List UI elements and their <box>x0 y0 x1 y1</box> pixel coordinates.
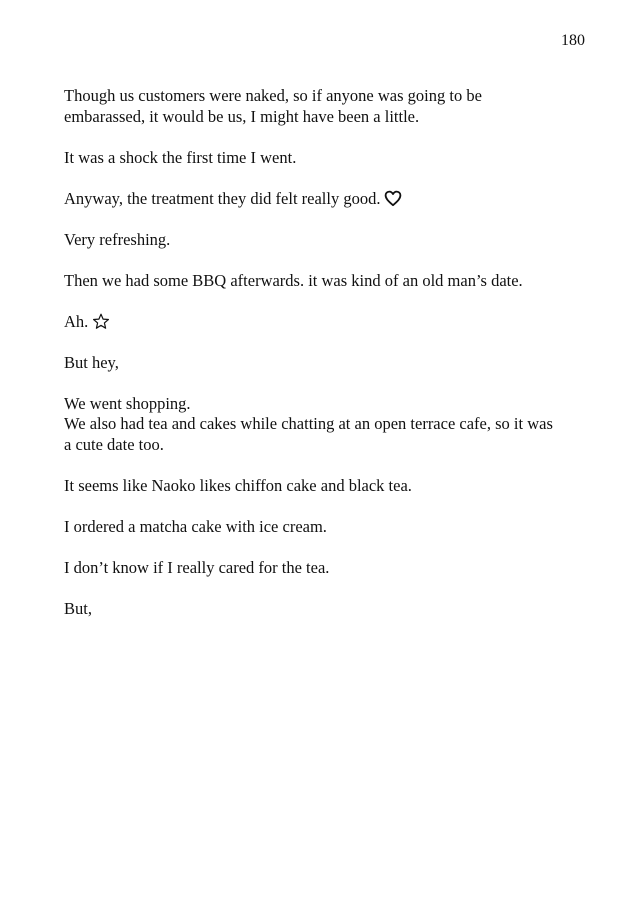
paragraph <box>64 230 584 251</box>
body-text <box>64 86 584 640</box>
text-line: embarassed, it would be us, I might have been a little. <box>64 106 420 126</box>
text-line-content: Ah. <box>64 311 89 331</box>
text-line: But, <box>64 598 92 618</box>
paragraph <box>64 148 584 169</box>
text-line <box>64 312 584 333</box>
page-number: 180 <box>561 32 585 49</box>
paragraph <box>64 394 584 456</box>
text-line: I don’t know if I really cared for the tea. <box>64 557 330 577</box>
text-line: a cute date too. <box>64 434 164 454</box>
text-line: I ordered a matcha cake with ice cream. <box>64 516 327 536</box>
text-line <box>64 189 584 210</box>
paragraph <box>64 599 584 620</box>
paragraph <box>64 189 584 210</box>
text-line: But hey, <box>64 352 119 372</box>
paragraph <box>64 476 584 497</box>
text-line: Very refreshing. <box>64 229 171 249</box>
paragraph <box>64 86 584 127</box>
paragraph <box>64 558 584 579</box>
text-line: Then we had some BBQ afterwards. it was kind of an old man’s date. <box>64 270 523 290</box>
text-line: Though us customers were naked, so if anyone was going to be <box>64 86 482 105</box>
text-line: We went shopping. <box>64 393 191 413</box>
text-line: It was a shock the first time I went. <box>64 147 297 167</box>
text-line: It seems like Naoko likes chiffon cake and black tea. <box>64 475 412 495</box>
paragraph <box>64 517 584 538</box>
paragraph <box>64 271 584 292</box>
heart-outline-icon <box>384 190 402 207</box>
star-outline-icon <box>92 313 110 330</box>
paragraph <box>64 353 584 374</box>
text-line-content: Anyway, the treatment they did felt really good. <box>64 188 381 208</box>
text-line: We also had tea and cakes while chatting at an open terrace cafe, so it was <box>64 414 553 433</box>
paragraph <box>64 312 584 333</box>
